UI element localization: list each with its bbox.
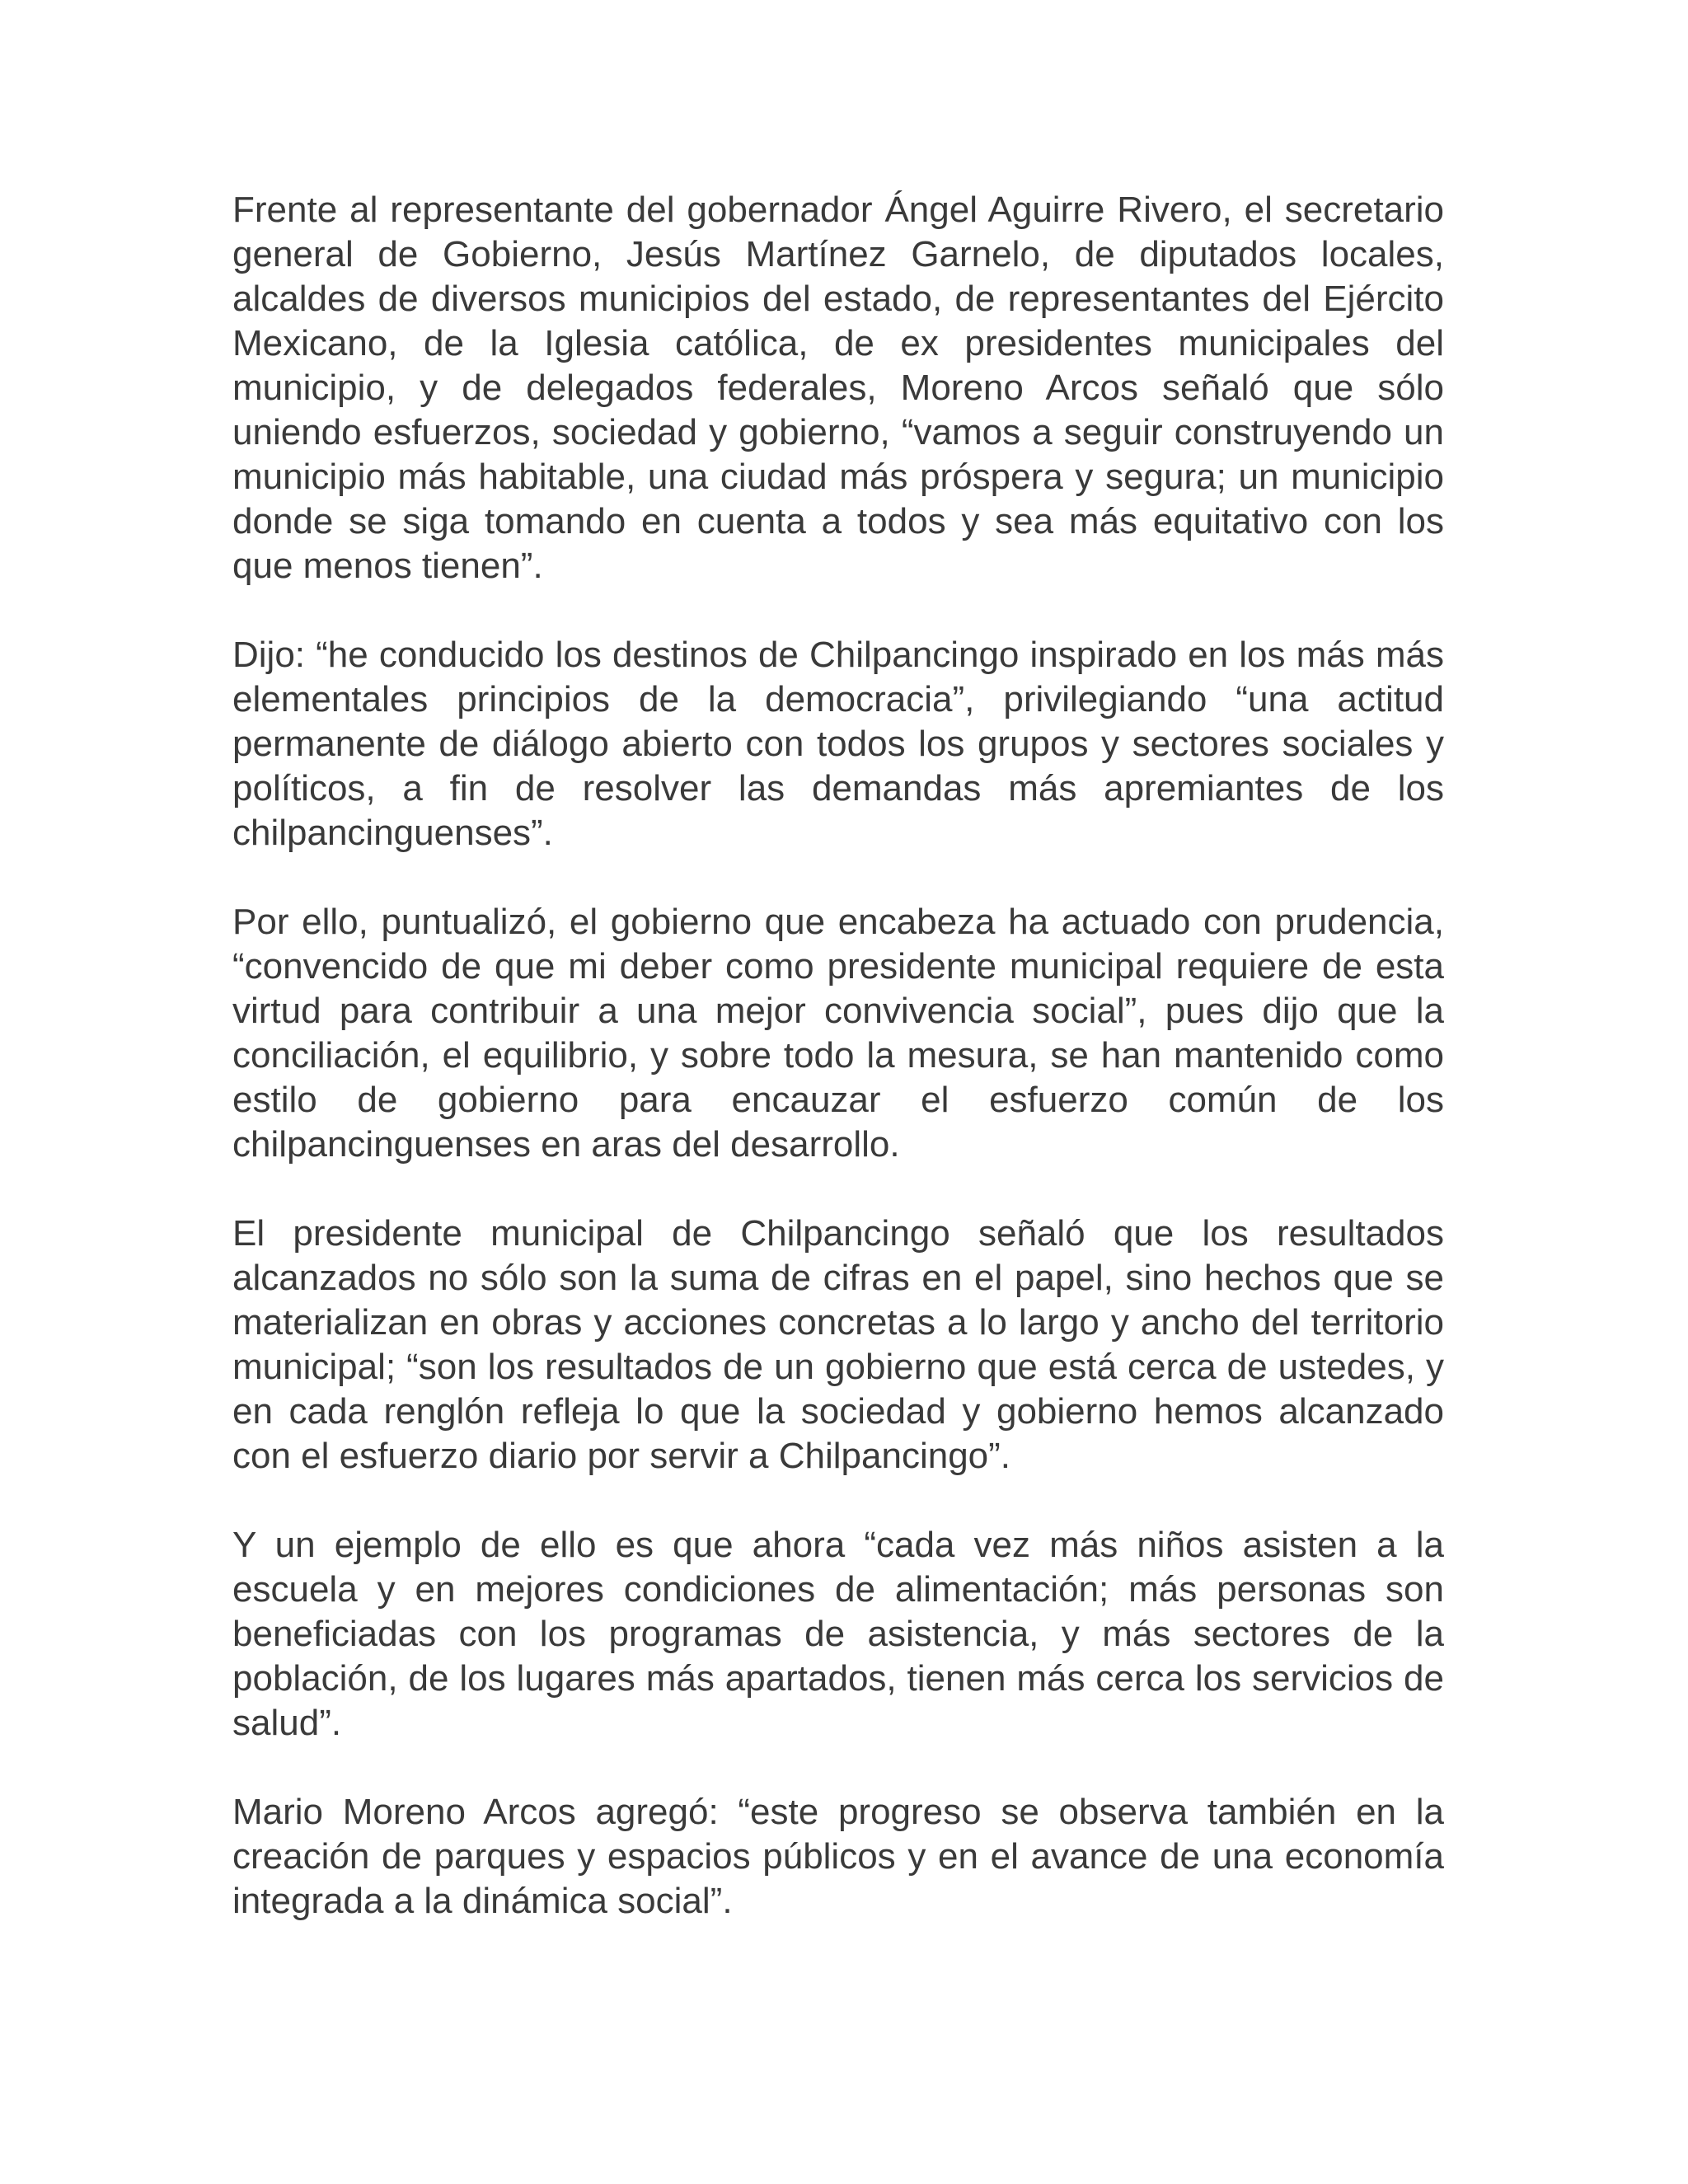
- document-body: [232, 188, 1444, 1968]
- paragraph-6: Mario Moreno Arcos agregó: “este progreso se observa también en la creación de parques y espacios públicos y en el avance de una economía integrada a la dinámica social”.: [232, 1792, 1444, 1921]
- paragraph-2: Dijo: “he conducido los destinos de Chilpancingo inspirado en los más más elementales principios de la democracia”, privilegiando “una actitud permanente de diálogo abierto con todos los grupos y sectores sociales y políticos, a fin de resolver las demandas más apremiantes de los chilpancinguenses”.: [232, 635, 1444, 853]
- paragraph-3: Por ello, puntualizó, el gobierno que encabeza ha actuado con prudencia, “convencido de que mi deber como presidente municipal requiere de esta virtud para contribuir a una mejor convivencia social”, pues dijo que la conciliación, el equilibrio, y sobre todo la mesura, se han mantenido como estilo de gobierno para encauzar el esfuerzo común de los chilpancinguenses en aras del desarrollo.: [232, 902, 1444, 1165]
- paragraph-1: Frente al representante del gobernador Ángel Aguirre Rivero, el secretario general de Gobierno, Jesús Martínez Garnelo, de diputados locales, alcaldes de diversos municipios del estado, de representantes del Ejército Mexicano, de la Iglesia católica, de ex presidentes municipales del municipio, y de delegados federales, Moreno Arcos señaló que sólo uniendo esfuerzos, sociedad y gobierno, “vamos a seguir construyendo un municipio más habitable, una ciudad más próspera y segura; un municipio donde se siga tomando en cuenta a todos y sea más equitativo con los que menos tienen”.: [232, 190, 1444, 586]
- paragraph-5: Y un ejemplo de ello es que ahora “cada vez más niños asisten a la escuela y en mejores condiciones de alimentación; más personas son beneficiadas con los programas de asistencia, y más sectores de la población, de los lugares más apartados, tienen más cerca los servicios de salud”.: [232, 1525, 1444, 1743]
- paragraph-4: El presidente municipal de Chilpancingo señaló que los resultados alcanzados no sólo son la suma de cifras en el papel, sino hechos que se materializan en obras y acciones concretas a lo largo y ancho del territorio municipal; “son los resultados de un gobierno que está cerca de ustedes, y en cada renglón refleja lo que la sociedad y gobierno hemos alcanzado con el esfuerzo diario por servir a Chilpancingo”.: [232, 1213, 1444, 1476]
